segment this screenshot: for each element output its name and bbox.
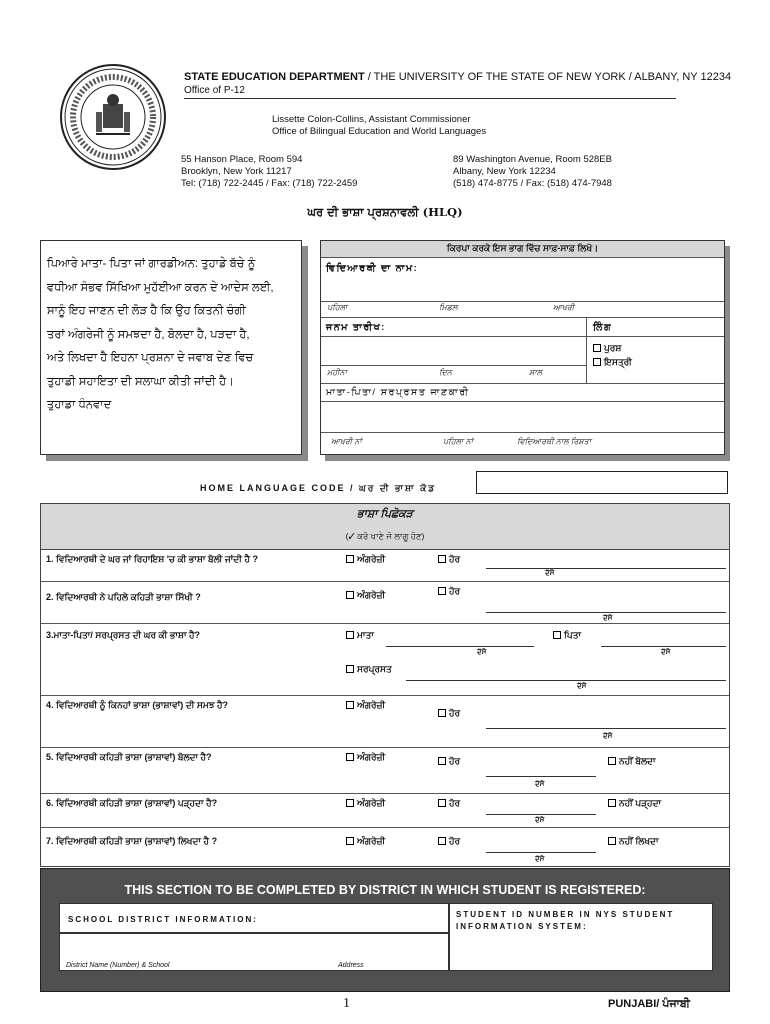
student-id-box[interactable]: [449, 903, 713, 971]
q3-guardian-option[interactable]: ਸਰਪ੍ਰਸਤ: [346, 664, 392, 675]
dob-label: ਜਨਮ ਤਾਰੀਖ:: [326, 322, 386, 333]
middle-name-caption: ਮਿਡਲ: [439, 303, 458, 312]
q3-father-checkbox[interactable]: [553, 631, 561, 639]
header-divider: [184, 98, 676, 99]
q4-specify-line[interactable]: [486, 728, 726, 729]
q6-other-checkbox[interactable]: [438, 799, 446, 807]
header-department: STATE EDUCATION DEPARTMENT / THE UNIVERSITY OF THE STATE OF NEW YORK / ALBANY, NY 12234: [184, 71, 732, 83]
q5-not-speak-option[interactable]: ਨਹੀਂ ਬੋਲਦਾ: [608, 756, 656, 767]
q1-specify-caption: ਦੱਸੋ: [545, 570, 555, 577]
day-caption: ਦਿਨ: [439, 368, 452, 377]
last-name-caption: ਆਖਰੀ: [553, 303, 575, 312]
q3-guardian-checkbox[interactable]: [346, 665, 354, 673]
q2-specify-caption: ਦੱਸੋ: [603, 615, 613, 622]
district-section-title: THIS SECTION TO BE COMPLETED BY DISTRICT IN WHICH STUDENT IS REGISTERED:: [124, 883, 646, 897]
gender-female-option[interactable]: ਇਸਤ੍ਰੀ: [593, 357, 632, 368]
q6-not-read-checkbox[interactable]: [608, 799, 616, 807]
q7-other-checkbox[interactable]: [438, 837, 446, 845]
q6-specify-caption: ਦੱਸੋ: [535, 817, 545, 824]
q6-english-checkbox[interactable]: [346, 799, 354, 807]
dob-input[interactable]: [321, 337, 585, 365]
first-name-caption: ਪਹਿਲਾ: [327, 303, 348, 312]
q6-not-read-option[interactable]: ਨਹੀਂ ਪੜ੍ਹਦਾ: [608, 798, 661, 809]
q7-not-write-checkbox[interactable]: [608, 837, 616, 845]
q5-english-option[interactable]: ਅੰਗਰੇਜ਼ੀ: [346, 752, 385, 763]
q6-english-option[interactable]: ਅੰਗਰੇਜ਼ੀ: [346, 798, 385, 809]
q7-not-write-option[interactable]: ਨਹੀਂ ਲਿਖਦਾ: [608, 836, 659, 847]
district-section: [40, 868, 730, 992]
student-name-label: ਵਿਦਿਆਰਥੀ ਦਾ ਨਾਮ:: [326, 263, 419, 274]
q7-specify-caption: ਦੱਸੋ: [535, 856, 545, 863]
q5-not-speak-checkbox[interactable]: [608, 757, 616, 765]
student-info-form: [320, 240, 725, 455]
district-name-input[interactable]: [59, 933, 449, 971]
q3-mother-option[interactable]: ਮਾਤਾ: [346, 630, 374, 641]
table-row-q5: [41, 748, 729, 794]
table-row-q3: [41, 624, 729, 696]
q7-other-option[interactable]: ਹੋਰ: [438, 836, 460, 847]
question-3: 3.ਮਾਤਾ-ਪਿਤਾ/ ਸਰਪ੍ਰਸਤ ਦੀ ਘਰ ਕੀ ਭਾਸ਼ਾ ਹੈ?: [46, 630, 201, 640]
language-background-table: [40, 503, 730, 867]
table-header: [41, 504, 729, 550]
q2-specify-line[interactable]: [486, 612, 726, 613]
question-1: 1. ਵਿਦਿਆਰਥੀ ਦੇ ਘਰ ਜਾਂ ਰਿਹਾਇਸ਼ 'ਚ ਕੀ ਭਾਸ਼ਾ ਬੋਲੀ ਜਾਂਦੀ ਹੈ ?: [46, 554, 258, 564]
district-name-caption: District Name (Number) & School: [66, 962, 170, 969]
parent-info-label: ਮਾਤਾ-ਪਿਤਾ/ ਸਰਪ੍ਰਸਤ ਜਾਣਕਾਰੀ: [326, 387, 470, 398]
nys-seal-logo: [58, 62, 168, 172]
language-label: PUNJABI/ ਪੰਜਾਬੀ: [608, 998, 690, 1010]
table-row-q1: [41, 550, 729, 582]
q5-specify-caption: ਦੱਸੋ: [535, 781, 545, 788]
q4-other-checkbox[interactable]: [438, 709, 446, 717]
intro-letter: ਪਿਆਰੇ ਮਾਤਾ- ਪਿਤਾ ਜਾਂ ਗਾਰਡੀਅਨ: ਤੁਹਾਡੇ ਬੱਚੇ ਨੂੰ ਵਧੀਆ ਸੰਭਵ ਸਿੱਖਿਆ ਮੁਹੱਈਆ ਕਰਨ ਦੇ ਆਦੇਸ ਲਈ, ਸਾਨੂੰ ਇਹ ਜਾਣਨ ਦੀ ਲੋੜ ਹੈ ਕਿ ਉਹ ਕਿਤਨੀ ਚੰਗੀ ਤਰਾਂ ਅੰਗਰੇਜੀ ਨੂੰ ਸਮਝਦਾ ਹੈ, ਬੋਲਦਾ ਹੈ, ਪੜਦਾ ਹੈ, ਅਤੇ ਲਿਖਦਾ ਹੈ ਇਹਨਾ ਪ੍ਰਸ਼ਨਾ ਦੇ ਜਵਾਬ ਦੇਣ ਵਿਚ ਤੁਹਾਡੀ ਸਹਾਇਤਾ ਦੀ ਸਲਾਘਾ ਕੀਤੀ ਜਾਂਦੀ ਹੈ। ਤੁਹਾਡਾ ਧੰਨਵਾਦ: [40, 240, 302, 455]
school-district-info-header: [59, 903, 449, 933]
address-left: 55 Hanson Place, Room 594 Brooklyn, New York 11217 Tel: (718) 722-2445 / Fax: (718) 722-2459: [181, 154, 358, 189]
table-head-title: ਭਾਸ਼ਾ ਪਿਛੋਕੜ: [357, 508, 413, 520]
address-caption: Address: [338, 962, 364, 969]
school-district-info-label: SCHOOL DISTRICT INFORMATION:: [68, 915, 258, 924]
q4-english-checkbox[interactable]: [346, 701, 354, 709]
male-checkbox[interactable]: [593, 344, 601, 352]
home-language-code-input[interactable]: [476, 471, 728, 494]
parent-last-name-caption: ਆਖਰੀ ਨਾਂ: [331, 437, 362, 446]
table-row-q6: [41, 794, 729, 828]
q4-other-option[interactable]: ਹੋਰ: [438, 708, 460, 719]
q3-mother-checkbox[interactable]: [346, 631, 354, 639]
page-title: ਘਰ ਦੀ ਭਾਸ਼ਾ ਪ੍ਰਸ਼ਨਾਵਲੀ (HLQ): [307, 205, 463, 219]
q2-other-option[interactable]: ਹੋਰ: [438, 586, 460, 597]
q1-english-option[interactable]: ਅੰਗਰੇਜ਼ੀ: [346, 554, 385, 565]
female-checkbox[interactable]: [593, 358, 601, 366]
q2-other-checkbox[interactable]: [438, 587, 446, 595]
address-right: 89 Washington Avenue, Room 528EB Albany, New York 12234 (518) 474-8775 / Fax: (518) 474-7948: [453, 154, 612, 189]
q1-specify-line[interactable]: [486, 568, 726, 569]
form-instruction: ਕਿਰਪਾ ਕਰਕੇ ਇਸ ਭਾਗ ਵਿੱਚ ਸਾਫ਼-ਸਾਫ਼ ਲਿਖੋ।: [446, 243, 599, 253]
question-4: 4. ਵਿਦਿਆਰਥੀ ਨੂੰ ਕਿਨਹਾਂ ਭਾਸ਼ਾ (ਭਾਸ਼ਾਵਾਂ) ਦੀ ਸਮਝ ਹੈ?: [46, 700, 229, 710]
parent-first-name-caption: ਪਹਿਲਾ ਨਾਂ: [443, 437, 473, 446]
question-7: 7. ਵਿਦਿਆਰਥੀ ਕਹਿੜੀ ਭਾਸ਼ਾ (ਭਾਸ਼ਾਵਾਂ) ਲਿਖਦਾ ਹੈ ?: [46, 836, 218, 846]
q3-father-specify-caption: ਦੱਸੋ: [661, 649, 671, 656]
q5-other-option[interactable]: ਹੋਰ: [438, 756, 460, 767]
gender-male-option[interactable]: ਪੁਰਸ਼: [593, 343, 621, 354]
q7-english-checkbox[interactable]: [346, 837, 354, 845]
header-office: Office of P-12: [184, 85, 245, 96]
q3-father-specify-line[interactable]: [601, 646, 726, 647]
q4-specify-caption: ਦੱਸੋ: [603, 733, 613, 740]
commissioner-block: Lissette Colon-Collins, Assistant Commissioner Office of Bilingual Education and World Languages: [272, 114, 487, 137]
parent-info-input[interactable]: [321, 402, 724, 432]
relationship-caption: ਵਿਦਿਆਰਥੀ ਨਾਲ ਰਿਸ਼ਤਾ: [517, 437, 592, 446]
q3-guardian-specify-line[interactable]: [406, 680, 726, 681]
table-row-q4: [41, 696, 729, 748]
q3-father-option[interactable]: ਪਿਤਾ: [553, 630, 581, 641]
year-caption: ਸਾਲ: [529, 368, 543, 377]
table-row-q2: [41, 582, 729, 624]
q4-english-option[interactable]: ਅੰਗਰੇਜ਼ੀ: [346, 700, 385, 711]
q5-specify-line[interactable]: [486, 776, 596, 777]
q5-english-checkbox[interactable]: [346, 753, 354, 761]
q7-english-option[interactable]: ਅੰਗਰੇਜ਼ੀ: [346, 836, 385, 847]
home-language-code-label: HOME LANGUAGE CODE / ਘਰ ਦੀ ਭਾਸ਼ਾ ਕੋਡ: [200, 483, 437, 493]
q3-guardian-specify-caption: ਦੱਸੋ: [577, 683, 587, 690]
student-id-label: STUDENT ID NUMBER IN NYS STUDENT INFORMATION SYSTEM:: [456, 910, 675, 931]
table-head-subtitle: (✓ ਕਰੋ ਖਾਣੇ ਜੋ ਲਾਗੂ ਹੋਣ): [345, 531, 425, 541]
question-5: 5. ਵਿਦਿਆਰਥੀ ਕਹਿੜੀ ਭਾਸ਼ਾ (ਭਾਸ਼ਾਵਾਂ) ਬੋਲਦਾ ਹੈ?: [46, 752, 212, 762]
q2-english-option[interactable]: ਅੰਗਰੇਜ਼ੀ: [346, 590, 385, 601]
q6-other-option[interactable]: ਹੋਰ: [438, 798, 460, 809]
q1-english-checkbox[interactable]: [346, 555, 354, 563]
question-6: 6. ਵਿਦਿਆਰਥੀ ਕਹਿੜੀ ਭਾਸ਼ਾ (ਭਾਸ਼ਾਵਾਂ) ਪੜ੍ਹਦਾ ਹੈ?: [46, 798, 218, 808]
q1-other-checkbox[interactable]: [438, 555, 446, 563]
q3-mother-specify-caption: ਦੱਸੋ: [477, 649, 487, 656]
q6-specify-line[interactable]: [486, 814, 596, 815]
month-caption: ਮਹੀਨਾ: [327, 368, 347, 377]
q7-specify-line[interactable]: [486, 852, 596, 853]
question-2: 2. ਵਿਦਿਆਰਥੀ ਨੇ ਪਹਿਲੇ ਕਹਿੜੀ ਭਾਸ਼ਾ ਸਿੱਖੀ ?: [46, 592, 201, 602]
q2-english-checkbox[interactable]: [346, 591, 354, 599]
table-row-q7: [41, 828, 729, 868]
q5-other-checkbox[interactable]: [438, 757, 446, 765]
student-name-input[interactable]: [321, 277, 724, 301]
page-number: 1: [343, 996, 350, 1011]
gender-label: ਲਿੰਗ: [593, 322, 613, 333]
q1-other-option[interactable]: ਹੋਰ: [438, 554, 460, 565]
q3-mother-specify-line[interactable]: [386, 646, 534, 647]
